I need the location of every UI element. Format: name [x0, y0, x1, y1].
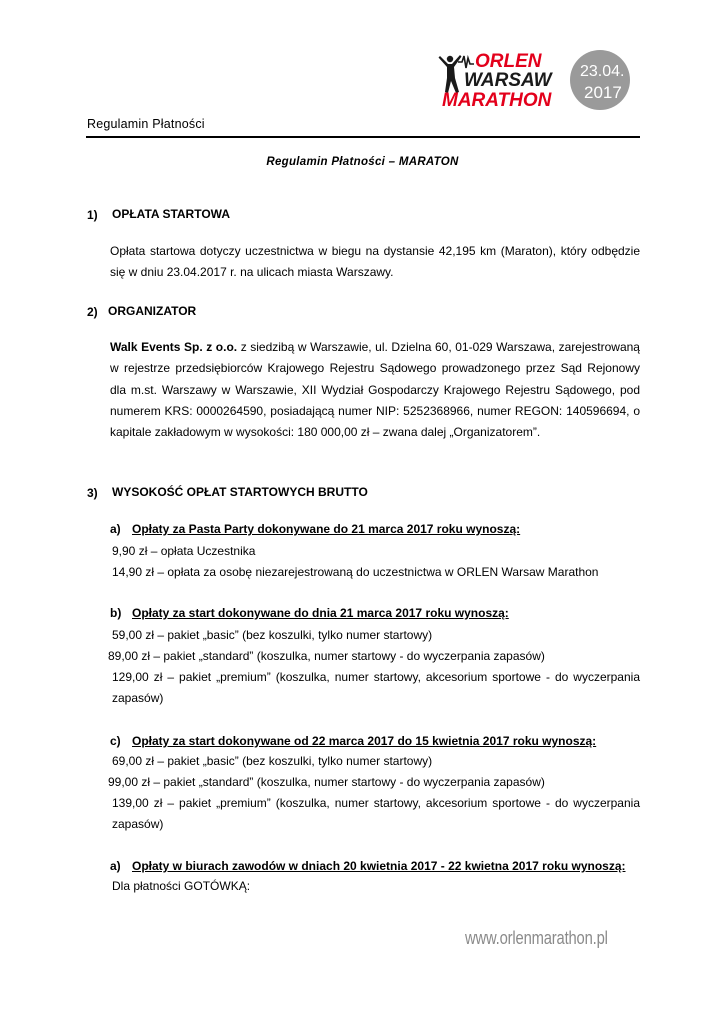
- section-2-text: z siedzibą w Warszawie, ul. Dzielna 60, 01-029 Warszawa, zarejestrowaną w rejestrze przedsiębiorców Krajowego Rejestru Sądowego prowadzonego przez Sąd Rejonowy dla m.st. Warszawy w Warszawie, XII Wydział Gospodarczy Krajowego Rejestru Sądowego, pod numerem KRS: 0000264590, posiadającą numer NIP: 5252368966, numer REGON: 140596694, o kapitale zakładowym w wysokości: 180 000,00 zł – zwana dalej „Organizatorem”.: [110, 340, 640, 440]
- header-divider: [86, 136, 640, 138]
- footer-website-url: www.orlenmarathon.pl: [465, 928, 608, 948]
- subsection-b-heading: Opłaty za start dokonywane do dnia 21 marca 2017 roku wynoszą:: [132, 606, 509, 620]
- list-item: 9,90 zł – opłata Uczestnika: [112, 544, 256, 558]
- list-item: Dla płatności GOTÓWKĄ:: [112, 879, 251, 893]
- logo-line1: ORLEN: [475, 51, 542, 72]
- logo-graphic: [434, 48, 634, 114]
- subsection-c-title: [110, 734, 596, 748]
- orlen-warsaw-marathon-logo: [434, 48, 634, 114]
- runner-icon: [439, 55, 462, 93]
- list-item: 129,00 zł – pakiet „premium” (koszulka, numer startowy, akcesorium sportowe - do wyczerpania zapasów): [112, 670, 640, 705]
- list-item: 69,00 zł – pakiet „basic” (bez koszulki, tylko numer startowy): [112, 754, 433, 768]
- section-2-paragraph: [110, 337, 640, 443]
- section-1-text: Opłata startowa dotyczy uczestnictwa w biegu na dystansie 42,195 km (Maraton), który odbędzie się w dniu 23.04.2017 r. na ulicach miasta Warszawy.: [110, 244, 640, 279]
- subsection-b-label: b): [110, 606, 122, 620]
- subsection-a-heading: Opłaty za Pasta Party dokonywane do 21 marca 2017 roku wynoszą:: [132, 522, 521, 536]
- section-1-heading: OPŁATA STARTOWA: [112, 207, 230, 221]
- subsection-b-title: [110, 606, 509, 620]
- subsection-a-title: [110, 522, 520, 536]
- subsection-d-title: [110, 859, 626, 873]
- logo-date-bottom: 2017: [584, 83, 622, 102]
- section-1-paragraph: [110, 241, 640, 282]
- subsection-d-heading: Opłaty w biurach zawodów w dniach 20 kwietnia 2017 - 22 kwietna 2017 roku wynoszą:: [132, 859, 626, 873]
- subsection-c-label: c): [110, 734, 121, 748]
- section-2-number: 2): [87, 305, 98, 319]
- logo-date-top: 23.04.: [580, 63, 625, 80]
- list-item: 59,00 zł – pakiet „basic” (bez koszulki, tylko numer startowy): [112, 628, 433, 642]
- document-title: Regulamin Płatności – MARATON: [266, 156, 459, 168]
- list-item: 89,00 zł – pakiet „standard” (koszulka, numer startowy - do wyczerpania zapasów): [108, 649, 545, 663]
- logo-line2: WARSAW: [464, 70, 552, 91]
- section-3-number: 3): [87, 486, 98, 500]
- logo-line3: MARATHON: [442, 90, 552, 111]
- page-header-title: Regulamin Płatności: [87, 117, 205, 131]
- list-item: 139,00 zł – pakiet „premium” (koszulka, numer startowy, akcesorium sportowe - do wyczerpania zapasów): [112, 796, 640, 831]
- list-item: 14,90 zł – opłata za osobę niezarejestrowaną do uczestnictwa w ORLEN Warsaw Marathon: [112, 565, 599, 579]
- organizer-company-name: Walk Events Sp. z o.o.: [110, 340, 238, 354]
- section-1-number: 1): [87, 208, 98, 222]
- subsection-a-label: a): [110, 522, 121, 536]
- section-3-heading: WYSOKOŚĆ OPŁAT STARTOWYCH BRUTTO: [112, 485, 368, 499]
- subsection-d-label: a): [110, 859, 121, 873]
- list-item: 99,00 zł – pakiet „standard” (koszulka, numer startowy - do wyczerpania zapasów): [108, 775, 545, 789]
- subsection-c-heading: Opłaty za start dokonywane od 22 marca 2017 do 15 kwietnia 2017 roku wynoszą:: [132, 734, 597, 748]
- section-2-heading: ORGANIZATOR: [108, 304, 197, 318]
